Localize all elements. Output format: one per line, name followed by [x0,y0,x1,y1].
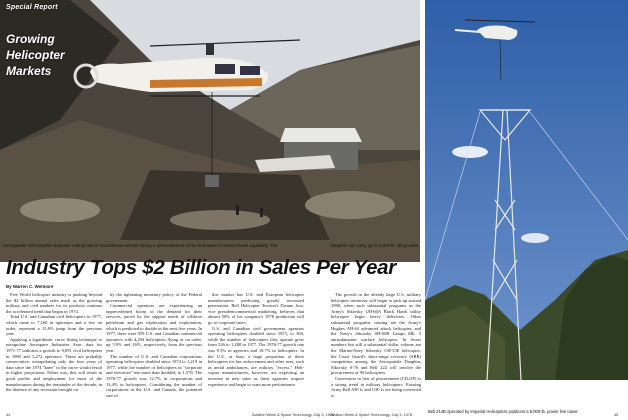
left-photo-caption: Aerospatiale 360 Dauphin deposits a sling load in mountainous terrain during a demonstration of the helicopter's external loads capability. The [2,243,278,248]
paragraph: Applying a logarithmic curve fitting technique to extrapolate Aerospace Industries Assn. data for 1971-77 indicates a growth to 9,091 civil helicopters in 1980 and 3,272 operators. These are probably conservative, extrapolating only the four years of data since the 1974 "knee" in the curve would result in higher projections. Either way, this will result in good profits and employment for most of the manufacturers during the remainder of the decade, in the absence of any recession brought on [6,336,102,393]
page-number-right: 45 [614,413,619,417]
publication-line-left: Aviation Week & Space Technology, July 3, 1978 [252,413,335,417]
paragraph: Total U.S. and Canadian civil helicopters in 1977, which came to 7,160 in operation and a few on order, represent a 15.8% jump from the previous year. [6,314,102,337]
section-title-line-2: Helicopter [6,48,65,62]
paragraph: The growth in the already large U.S. military helicopter inventory will begin to pick up around 1980, when such substantial programs as the Army's Sikorsky UH-60A Black Hawk utility helicopter begin heavy deliveries. Other substantial programs coming are the Army's Hughes AH-64 advanced attack helicopter, and the Navy's Sikorsky SH-60B Lamps Mk. 3 antisubmarine warfare helicopter. In lesser numbers but still a substantial dollar volume are the Marine/Navy Sikorsky CH-53E helicopter, the Coast Guard's short-range recovery (SRR) competition among the Aerospatiale Dauphin, Sikorsky S-76 and Bell 222 will involve the procurement of 90 helicopters. [331,292,421,376]
paragraph: Free World helicopter industry is pushing beyond the $2 billion annual sales mark as the growing military and civil markets for its products continue the accelerated trend that began in 1974. [6,292,102,314]
article-byline: By Warren C. Wetmore [6,284,54,289]
paragraph: this market has U.S. and European helicopter manufacturers predicting greatly increased penetration. Bell Helicopter Textron's Dwane Jose, vice presidentcommercial marketing, believes that almost 50% of his company's 1978 production will go to corporate users. [208,292,304,325]
left-photo-caption-continued: Dauphin can carry up to 3,300-lb. sling loads. [331,243,420,248]
paragraph: Commercial operators are experiencing an unprecedented boom in the demand for their services, paced by the support needs of offshore petroleum and gas exploration and exploitation, which is predicted to double in the next five years. In 1977, there were 959 U.S. and Canadian commercial operators with 4,294 helicopters flying or on order, up 5.9% and 16%, respectively, from the previous year. [106,303,202,353]
section-title-line-3: Markets [6,64,52,78]
right-photo-caption: Bell 214B operated by Imperial Helicopters positions a 6,000-lb. power line tower. [428,409,579,414]
publication-line-right: Aviation Week & Space Technology, July 3, 1978 [330,413,413,417]
paragraph: U.S. and Canadian civil government agencies operating helicopters doubled since 1973, to 369, while the number of helicopters they operate grew from 526 to 1,288 in 1977. The 1976-77 growth rate was 9.5% in agencies and 18.7% in helicopters. In the U.S., at least, a large proportion of these helicopters for law enforcement and other uses, such as aerial ambulances, are military "excess." Helicopter manufacturers, however, are expecting an increase in new sales as these agencies acquire experience and begin to want more performance. [208,325,304,387]
article-column-3 [208,292,304,408]
mountain-helicopter-photo [0,0,420,262]
page-number-left: 44 [6,413,11,417]
paragraph: Conversion in lieu of procurement (CILOP) is a strong trend in military helicopters. Existing Army Bell AH-1s and UH-1s are being converted to [331,375,421,398]
paragraph: The number of U.S. and Canadian corporations operating helicopters doubled since 1974 to 1,219 in 1977, while the number of helicopters in "corporate and executive" use more than doubled, to 1,578. The 1976-77 growth was 12.7% in corporations and 13.4% in helicopters. Considering the number of corporations in the U.S. and Canada, the potential size of [106,353,202,398]
article-column-1 [6,292,102,408]
special-report-kicker: Special Report [6,4,58,11]
article-column-2 [106,292,202,408]
power-line-tower-photo [425,0,628,380]
article-headline: Industry Tops $2 Billion in Sales Per Year [6,256,396,279]
section-title-line-1: Growing [6,32,55,46]
paragraph: by the tightening monetary policy of the Federal government. [106,292,202,303]
article-column-4 [331,292,421,408]
